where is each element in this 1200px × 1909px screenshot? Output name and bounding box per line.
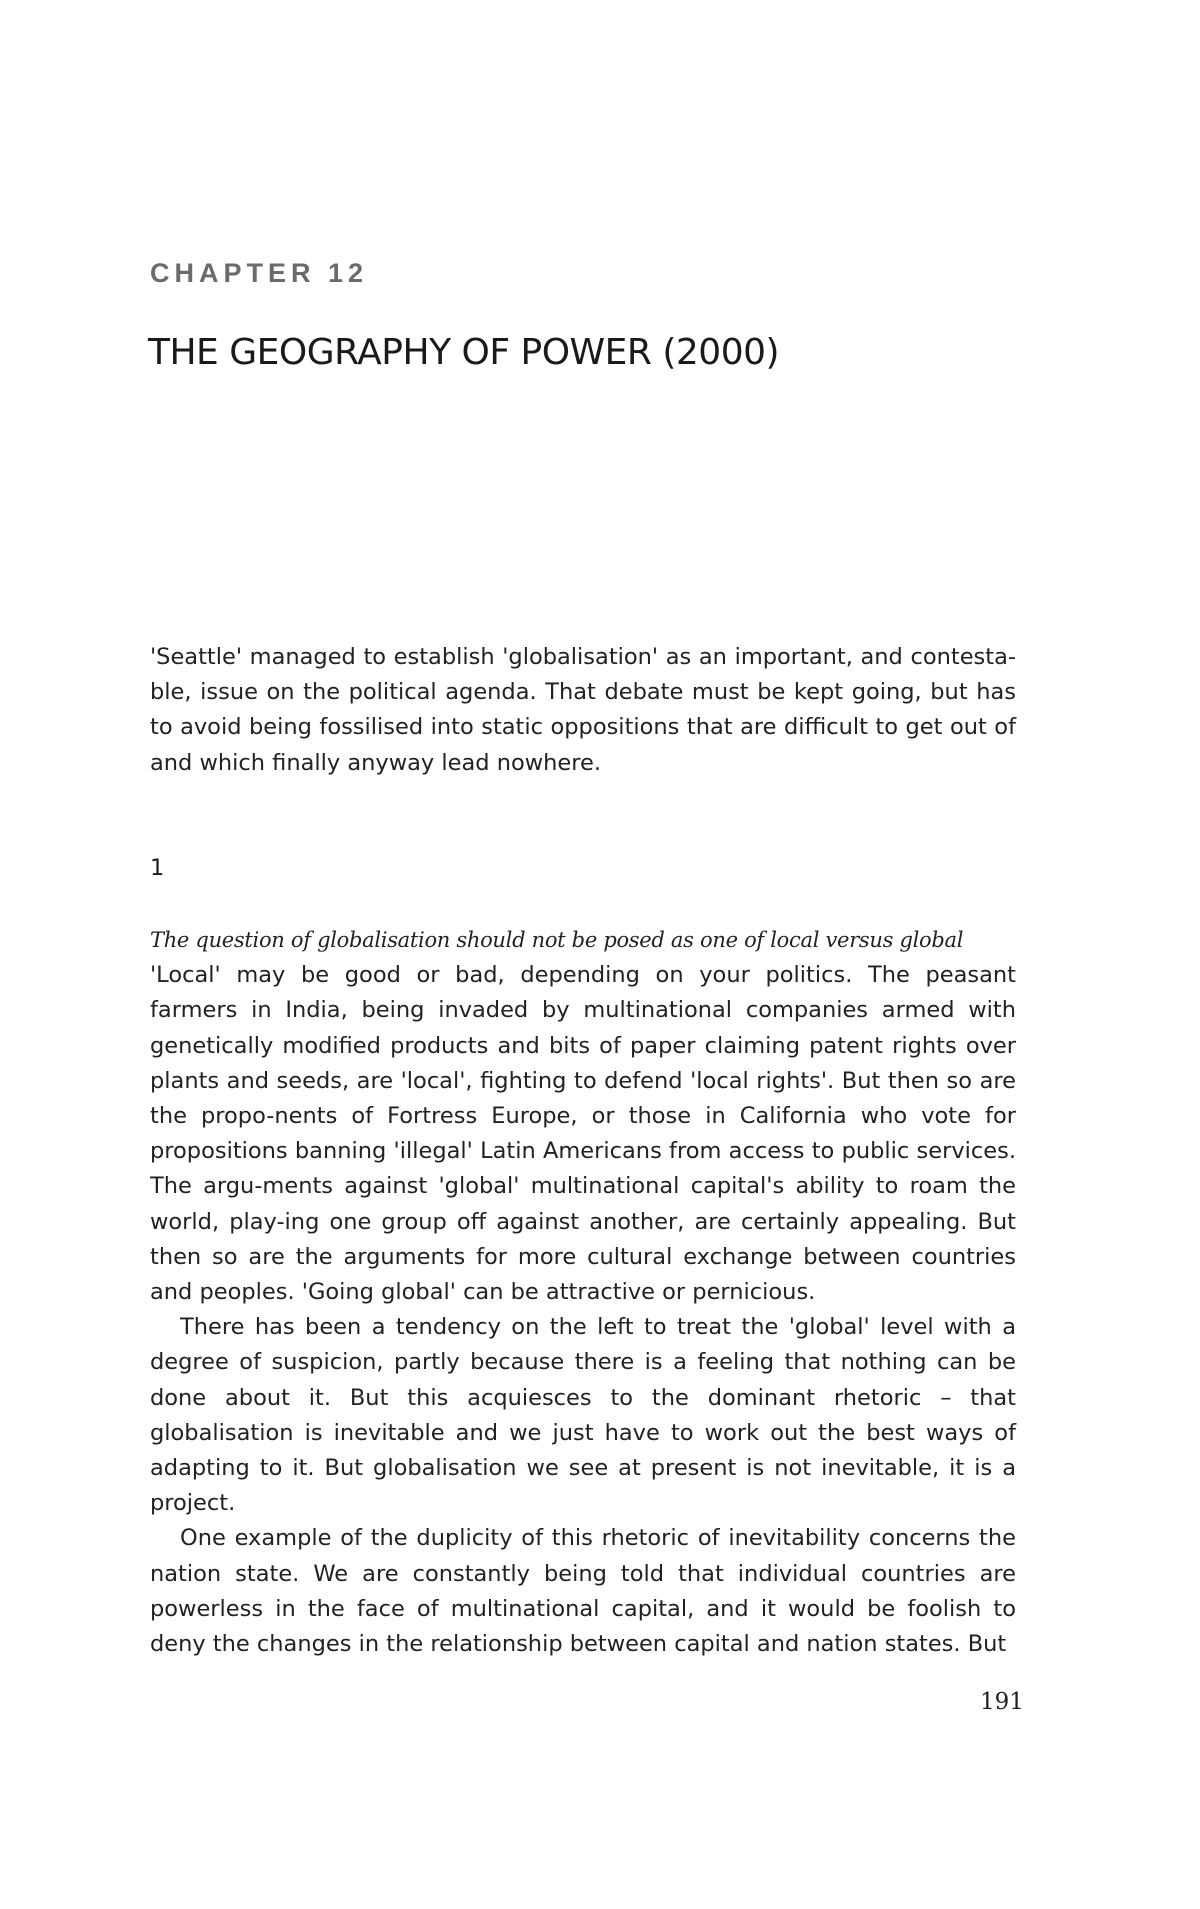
- section-number: 1: [150, 855, 165, 881]
- intro-paragraph-block: [150, 640, 1016, 781]
- section-body: [150, 923, 1016, 1662]
- chapter-label: CHAPTER 12: [150, 258, 369, 288]
- chapter-title: THE GEOGRAPHY OF POWER (2000): [148, 332, 780, 373]
- page-number: 191: [980, 1689, 1024, 1715]
- intro-paragraph: 'Seattle' managed to establish 'globalisation' as an important, and contesta-ble, issue on the political agenda. That debate must be kept going, but has to avoid being fossilised into static oppositions that are difficult to get out of and which finally anyway lead nowhere.: [150, 644, 1016, 776]
- body-paragraph-2: There has been a tendency on the left to treat the 'global' level with a degree of suspicion, partly because there is a feeling that nothing can be done about it. But this acquiesces to the dominant rhetoric – that globalisation is inevitable and we just have to work out the best ways of adapting to it. But globalisation we see at present is not inevitable, it is a project.: [150, 1314, 1016, 1517]
- body-paragraph-1: 'Local' may be good or bad, depending on your politics. The peasant farmers in India, being invaded by multinational companies armed with genetically modified products and bits of paper claiming patent rights over plants and seeds, are 'local', fighting to defend 'local rights'. But then so are the propo-nents of Fortress Europe, or those in California who vote for propositions banning 'illegal' Latin Americans from access to public services. The argu-ments against 'global' multinational capital's ability to roam the world, play-ing one group off against another, are certainly appealing. But then so are the arguments for more cultural exchange between countries and peoples. 'Going global' can be attractive or pernicious.: [150, 962, 1016, 1306]
- body-paragraph-3: One example of the duplicity of this rhetoric of inevitability concerns the nation state. We are constantly being told that individual countries are powerless in the face of multinational capital, and it would be foolish to deny the changes in the relationship between capital and nation states. But: [150, 1525, 1016, 1658]
- section-subheading: The question of globalisation should not be posed as one of local versus global: [150, 928, 964, 952]
